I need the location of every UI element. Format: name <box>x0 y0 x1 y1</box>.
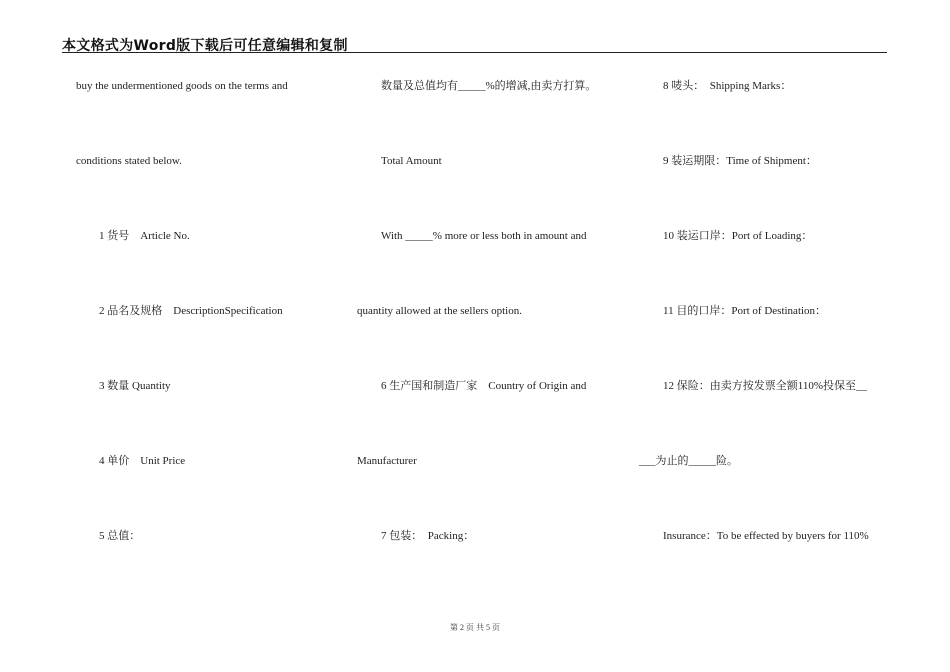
page-header-title: 本文格式为Word版下载后可任意编辑和复制 <box>62 38 348 54</box>
col3-line-1: 8 唛头： Shipping Marks： <box>663 80 792 92</box>
item-quantity: 3 数量 Quantity <box>99 380 171 392</box>
col3-line-7: Insurance：To be effected by buyers for 110% <box>663 530 869 542</box>
item-description: 2 品名及规格 DescriptionSpecification <box>99 305 283 317</box>
col2-line-3: With _____% more or less both in amount and <box>381 230 587 242</box>
col2-line-6: Manufacturer <box>357 455 417 467</box>
col3-line-4: 11 目的口岸：Port of Destination： <box>663 305 827 317</box>
item-article-no: 1 货号 Article No. <box>99 230 190 242</box>
page-number-footer: 第 2 页 共 5 页 <box>450 623 500 632</box>
col1-line-1: buy the undermentioned goods on the terms and <box>76 80 288 92</box>
col1-line-2: conditions stated below. <box>76 155 182 167</box>
col3-line-3: 10 装运口岸：Port of Loading： <box>663 230 813 242</box>
col2-line-1: 数量及总值均有_____%的增减,由卖方打算。 <box>381 80 597 92</box>
col2-line-5: 6 生产国和制造厂家 Country of Origin and <box>381 380 587 392</box>
col2-line-2: Total Amount <box>381 155 442 167</box>
item-unit-price: 4 单价 Unit Price <box>99 455 186 467</box>
col2-line-4: quantity allowed at the sellers option. <box>357 305 522 317</box>
item-total-value: 5 总值： <box>99 530 141 542</box>
col3-line-2: 9 装运期限：Time of Shipment： <box>663 155 817 167</box>
col3-line-5: 12 保险：由卖方按发票全额110%投保至__ <box>663 380 868 392</box>
col2-line-7: 7 包装： Packing： <box>381 530 475 542</box>
header-divider <box>62 52 887 53</box>
col3-line-6: ___为止的_____险。 <box>639 455 738 467</box>
